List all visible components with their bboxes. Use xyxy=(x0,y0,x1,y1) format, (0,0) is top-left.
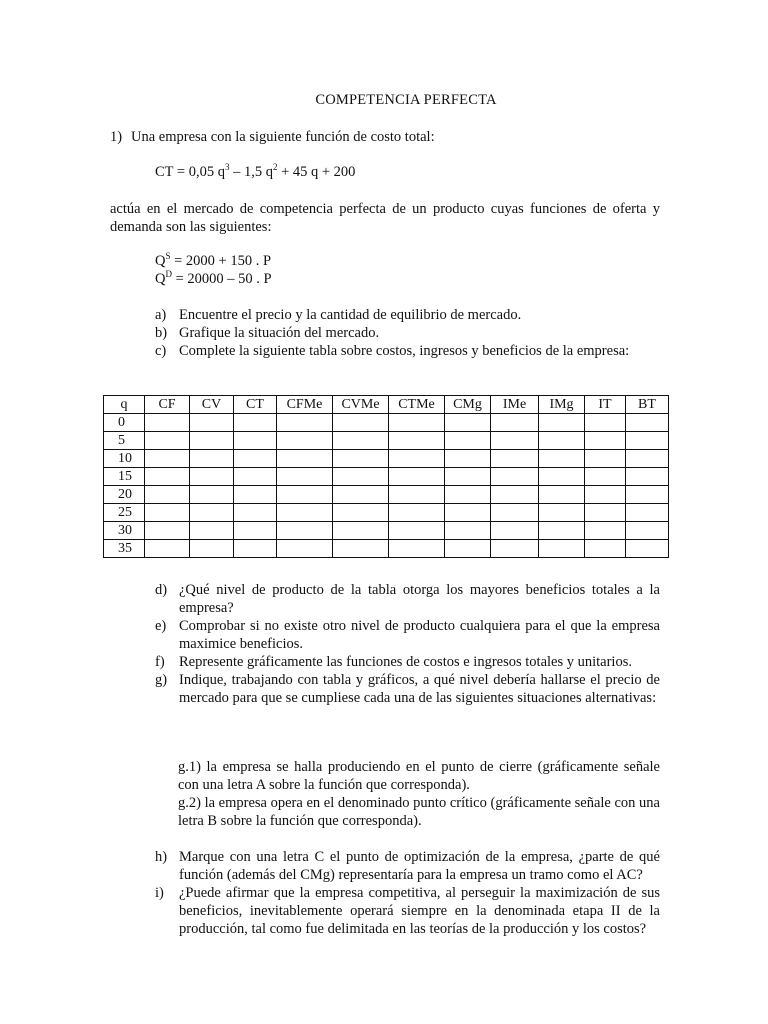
table-cell-empty xyxy=(190,486,234,504)
table-cell-empty xyxy=(145,468,190,486)
table-row xyxy=(104,540,669,558)
list-item-c: c) Complete la siguiente tabla sobre costos, ingresos y beneficios de la empresa: xyxy=(155,343,630,359)
table-cell-empty xyxy=(333,486,389,504)
table-cell-empty xyxy=(389,540,445,558)
cost-revenue-table xyxy=(103,395,669,558)
table-row xyxy=(104,504,669,522)
table-header-q: q xyxy=(104,396,145,414)
table-cell-empty xyxy=(445,504,491,522)
table-cell-empty xyxy=(539,504,585,522)
table-header-ctme: CTMe xyxy=(389,396,445,414)
table-cell-empty xyxy=(585,432,626,450)
items-defg-list xyxy=(155,581,660,707)
table-cell-empty xyxy=(145,414,190,432)
table-cell-q: 25 xyxy=(104,504,145,522)
list-item-h: h) Marque con una letra C el punto de optimización de la empresa, ¿parte de qué función (además del CMg) representaría para la empresa un tramo como el AC? xyxy=(155,849,660,883)
table-cell-empty xyxy=(585,486,626,504)
table-cell-empty xyxy=(277,486,333,504)
table-cell-q: 35 xyxy=(104,540,145,558)
table-cell-empty xyxy=(389,432,445,450)
table-cell-empty xyxy=(389,414,445,432)
table-cell-empty xyxy=(145,522,190,540)
table-cell-empty xyxy=(145,540,190,558)
table-cell-empty xyxy=(626,450,669,468)
table-cell-empty xyxy=(626,468,669,486)
table-cell-empty xyxy=(539,468,585,486)
table-cell-empty xyxy=(585,504,626,522)
table-cell-empty xyxy=(491,450,539,468)
table-cell-empty xyxy=(333,468,389,486)
table-header-cmg: CMg xyxy=(445,396,491,414)
table-header-it: IT xyxy=(585,396,626,414)
table-cell-empty xyxy=(626,540,669,558)
table-cell-empty xyxy=(445,414,491,432)
table-header-ct: CT xyxy=(234,396,277,414)
table-cell-empty xyxy=(491,540,539,558)
table-cell-empty xyxy=(234,486,277,504)
table-cell-empty xyxy=(333,540,389,558)
table-cell-empty xyxy=(145,432,190,450)
table-header-img: IMg xyxy=(539,396,585,414)
table-cell-empty xyxy=(234,450,277,468)
list-item-f: f) Represente gráficamente las funciones de costos e ingresos totales y unitarios. xyxy=(155,654,632,670)
table-cell-empty xyxy=(333,522,389,540)
table-cell-empty xyxy=(491,432,539,450)
table-cell-empty xyxy=(626,486,669,504)
table-cell-empty xyxy=(277,450,333,468)
table-cell-empty xyxy=(234,522,277,540)
table-cell-empty xyxy=(389,486,445,504)
table-cell-empty xyxy=(491,486,539,504)
items-abc-list xyxy=(155,306,660,360)
table-cell-empty xyxy=(585,450,626,468)
table-cell-empty xyxy=(333,450,389,468)
table-cell-empty xyxy=(333,414,389,432)
table-cell-empty xyxy=(585,522,626,540)
table-cell-empty xyxy=(190,504,234,522)
table-cell-empty xyxy=(277,540,333,558)
table-cell-empty xyxy=(445,522,491,540)
table-cell-empty xyxy=(234,414,277,432)
sub-item-g1: g.1) la empresa se halla produciendo en el punto de cierre (gráficamente señale con una letra A sobre la función que corresponda). xyxy=(178,759,660,793)
page-title: COMPETENCIA PERFECTA xyxy=(315,92,497,108)
sub-item-g2: g.2) la empresa opera en el denominado punto crítico (gráficamente señale con una letra B sobre la función que corresponda). xyxy=(178,795,660,829)
table-cell-empty xyxy=(539,414,585,432)
table-cell-q: 15 xyxy=(104,468,145,486)
table-header-ime: IMe xyxy=(491,396,539,414)
table-cell-empty xyxy=(626,432,669,450)
list-item-a: a) Encuentre el precio y la cantidad de equilibrio de mercado. xyxy=(155,307,522,323)
cost-function-equation: CT = 0,05 $q^3 - 1,5$ $q^2 + 45$ q + 200 xyxy=(155,162,356,180)
table-row xyxy=(104,486,669,504)
list-item-d: d) ¿Qué nivel de producto de la tabla otorga los mayores beneficios totales a la empresa? xyxy=(155,582,660,616)
table-cell-empty xyxy=(445,450,491,468)
table-cell-empty xyxy=(277,504,333,522)
table-cell-empty xyxy=(333,432,389,450)
table-header-cfme: CFMe xyxy=(277,396,333,414)
list-item-e: e) Comprobar si no existe otro nivel de producto cualquiera para el que la empresa maximice beneficios. xyxy=(155,618,660,652)
table-cell-empty xyxy=(190,414,234,432)
table-cell-empty xyxy=(389,522,445,540)
table-row xyxy=(104,450,669,468)
table-cell-empty xyxy=(491,468,539,486)
table-cell-empty xyxy=(145,486,190,504)
table-cell-empty xyxy=(333,504,389,522)
table-cell-empty xyxy=(626,522,669,540)
table-cell-empty xyxy=(626,414,669,432)
table-cell-empty xyxy=(445,486,491,504)
table-cell-empty xyxy=(234,540,277,558)
list-item-i: i) ¿Puede afirmar que la empresa competitiva, al perseguir la maximización de sus beneficios, inevitablemente operará siempre en la denominada etapa II de la producción, tal como fue delimitada en las teorías de la producción y los costos? xyxy=(155,885,660,937)
table-cell-empty xyxy=(585,414,626,432)
table-header-bt: BT xyxy=(626,396,669,414)
table-cell-empty xyxy=(277,522,333,540)
table-cell-q: 0 xyxy=(104,414,145,432)
items-hi-list xyxy=(155,848,660,938)
table-cell-empty xyxy=(585,468,626,486)
table-cell-empty xyxy=(277,432,333,450)
table-row xyxy=(104,432,669,450)
table-cell-empty xyxy=(539,522,585,540)
table-cell-empty xyxy=(190,468,234,486)
table-row xyxy=(104,414,669,432)
table-cell-empty xyxy=(445,432,491,450)
table-cell-empty xyxy=(234,468,277,486)
table-cell-empty xyxy=(626,504,669,522)
question-1-number: 1) xyxy=(110,129,123,145)
table-header-cf: CF xyxy=(145,396,190,414)
table-cell-q: 5 xyxy=(104,432,145,450)
table-cell-empty xyxy=(539,450,585,468)
table-cell-empty xyxy=(190,450,234,468)
table-cell-empty xyxy=(539,540,585,558)
table-cell-empty xyxy=(234,432,277,450)
table-cell-q: 10 xyxy=(104,450,145,468)
table-cell-empty xyxy=(491,504,539,522)
table-cell-empty xyxy=(277,468,333,486)
table-cell-empty xyxy=(539,432,585,450)
table-cell-empty xyxy=(445,468,491,486)
table-cell-empty xyxy=(389,468,445,486)
list-item-b: b) Grafique la situación del mercado. xyxy=(155,325,380,341)
question-1-intro: Una empresa con la siguiente función de costo total: xyxy=(131,129,435,145)
table-cell-empty xyxy=(585,540,626,558)
table-cell-empty xyxy=(389,504,445,522)
table-cell-q: 20 xyxy=(104,486,145,504)
table-cell-empty xyxy=(234,504,277,522)
table-cell-empty xyxy=(190,540,234,558)
table-cell-empty xyxy=(190,432,234,450)
table-cell-empty xyxy=(389,450,445,468)
table-cell-empty xyxy=(539,486,585,504)
market-paragraph: actúa en el mercado de competencia perfecta de un producto cuyas funciones de oferta y demanda son las siguientes: xyxy=(110,201,660,235)
supply-equation: $Q^S = 2000 + 150$ . P xyxy=(155,251,272,269)
table-row xyxy=(104,468,669,486)
demand-equation: $Q^D = 20000 - 50$ . P xyxy=(155,269,272,287)
table-header-row xyxy=(104,396,669,414)
table-row xyxy=(104,522,669,540)
table-cell-empty xyxy=(145,450,190,468)
table-cell-q: 30 xyxy=(104,522,145,540)
list-item-g: g) Indique, trabajando con tabla y gráficos, a qué nivel debería hallarse el precio de mercado para que se cumpliese cada una de las siguientes situaciones alternativas: xyxy=(155,672,660,706)
table-cell-empty xyxy=(190,522,234,540)
table-cell-empty xyxy=(491,414,539,432)
table-cell-empty xyxy=(277,414,333,432)
table-header-cvme: CVMe xyxy=(333,396,389,414)
table-body xyxy=(104,414,669,558)
table-header-cv: CV xyxy=(190,396,234,414)
table-cell-empty xyxy=(491,522,539,540)
table-cell-empty xyxy=(445,540,491,558)
table-cell-empty xyxy=(145,504,190,522)
